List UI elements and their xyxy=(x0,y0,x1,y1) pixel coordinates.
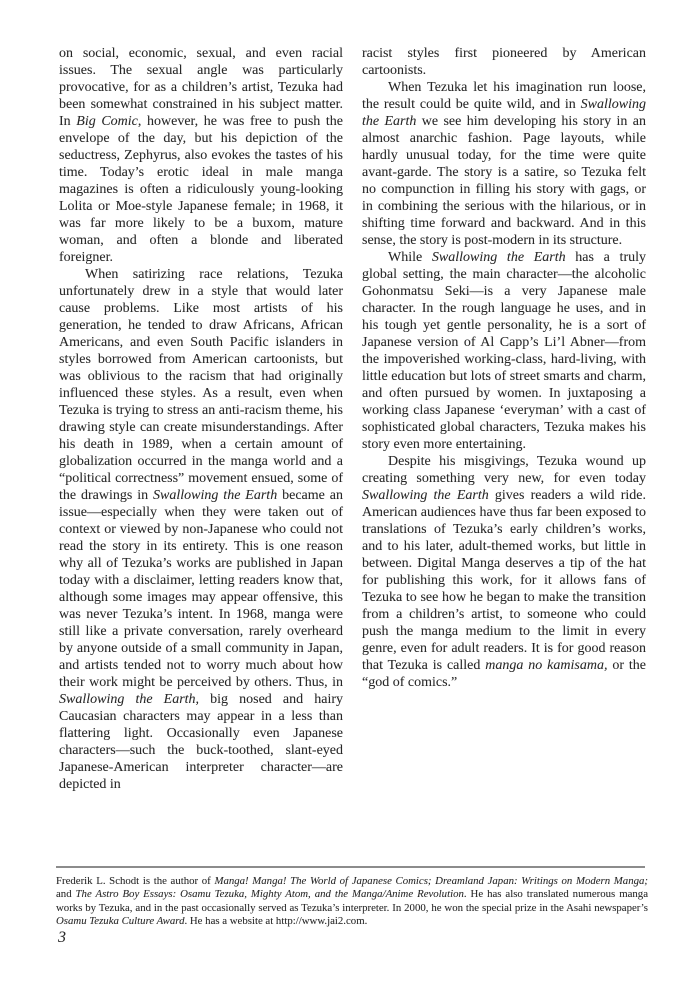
paragraph xyxy=(362,79,646,249)
text-column-right xyxy=(362,45,646,793)
text-run: Swallowing the Earth xyxy=(362,97,646,129)
text-run: racist styles first pioneered by American cartoonists. xyxy=(362,46,646,78)
text-run: The Astro Boy Essays: Osamu Tezuka, Mighty Atom, and the Manga/Anime Revolution xyxy=(75,888,464,901)
text-column-left xyxy=(59,45,343,793)
paragraph xyxy=(59,266,343,793)
page-number: 3 xyxy=(58,929,66,946)
text-run: Osamu Tezuka Culture Award xyxy=(56,915,185,928)
text-run: . He has a website at http://www.jai2.com. xyxy=(184,915,368,928)
paragraph xyxy=(362,45,646,79)
text-run: we see him developing his story in an almost anarchic fashion. Page layouts, while hardly unusual today, for the time were quite avant-garde. The story is a satire, so Tezuka felt no compunction in filling his story with gags, or in combining the serious with the hilarious, or in shifting time forward and backward. And in this sense, the story is post-modern in its structure. xyxy=(362,114,646,248)
paragraph xyxy=(362,249,646,453)
text-run: has a truly global setting, the main character—the alcoholic Gohonmatsu Seki—is a very Japanese male character. In the rough language he uses, and in his tough yet gentle personality, he is a sort of Japanese version of Al Capp’s Li’l Abner—from the impoverished working-class, hard-living, with little education but lots of street smarts and charm, and often pursued by women. In juxtaposing a working class Japanese ‘everyman’ with a cast of sophisticated global characters, Tezuka makes his story even more entertaining. xyxy=(362,250,646,452)
text-run: Big Comic xyxy=(76,114,138,129)
text-run: . He has also translated numerous manga works by Tezuka, and in the past occasionally served as Tezuka’s interpreter. In 2000, he won the special prize in the Asahi newspaper’s xyxy=(56,888,648,914)
text-run: Despite his misgivings, Tezuka wound up creating something very new, for even today xyxy=(362,454,646,486)
paragraph xyxy=(59,45,343,266)
paragraph xyxy=(362,453,646,691)
text-run: When satirizing race relations, Tezuka unfortunately drew in a style that would later cause problems. Like most artists of his generation, he tended to draw Africans, African Americans, and even South Pacific islanders in styles borrowed from American cartoonists, but was oblivious to the racism that had originally influenced these styles. As a result, even when Tezuka is trying to stress an anti-racism theme, his drawing style can create misunderstandings. After his death in 1989, when a certain amount of globalization occurred in the manga world and a “political correctness” movement ensued, some of the drawings in xyxy=(59,267,343,503)
text-run: gives readers a wild ride. American audiences have thus far been exposed to translations of Tezuka’s early children’s works, and to his later, adult-themed works, but little in between. Digital Manga deserves a tip of the hat for publishing this work, for it allows fans of Tezuka to see how he began to make the transition from a children’s artist, to someone who could push the manga medium to the limit in every genre, even for adult readers. It is for good reason that Tezuka is called xyxy=(362,488,646,673)
text-run: While xyxy=(388,250,432,265)
text-run: and xyxy=(56,888,76,901)
footnote xyxy=(56,875,648,929)
text-run: When Tezuka let his imagination run loose, the result could be quite wild, and in xyxy=(362,80,646,112)
text-run: , however, he was free to push the envelope of the day, but his depiction of the seductress, Zephyrus, also evokes the tastes of his time. Today’s erotic ideal in male manga magazines is often a ridiculously young-looking Lolita or Moe-style Japanese female; in 1968, it was far more likely to be a buxom, mature woman, and often a blonde and liberated foreigner. xyxy=(59,114,343,265)
text-run: Manga! Manga! The World of Japanese Comics; Dreamland Japan: Writings on Modern Manga; xyxy=(214,875,648,887)
text-run: became an issue—especially when they were taken out of context or viewed by non-Japanese who could not read the story in its entirety. This is one reason why all of Tezuka’s works are published in Japan today with a disclaimer, letting readers know that, although some images may appear offensive, this was never Tezuka’s intent. In 1968, manga were still like a private conversation, rarely overheard by anyone outside of a small community in Japan, and artists tended not to worry much about how their work might be perceived by others. Thus, in xyxy=(59,488,343,690)
footnote-divider xyxy=(56,866,645,868)
text-run: Swallowing the Earth xyxy=(431,250,566,265)
text-run: Swallowing the Earth xyxy=(153,488,278,503)
text-run: on social, economic, sexual, and even racial issues. The sexual angle was particularly provocative, for as a children’s artist, Tezuka had been somewhat constrained in his subject matter. In xyxy=(59,46,343,129)
text-run: big nosed and hairy Caucasian characters may appear in a less than flattering light. Occasionally even Japanese characters—such the buck-toothed, slant-eyed Japanese-American interpreter character—are depicted in xyxy=(59,692,343,792)
article-body xyxy=(59,45,646,793)
text-run: Swallowing the Earth xyxy=(362,488,489,503)
text-run: Swallowing the Earth, xyxy=(59,692,200,707)
text-run: or the “god of comics.” xyxy=(362,658,646,690)
text-run: manga no kamisama, xyxy=(485,658,608,673)
paragraph xyxy=(56,875,648,929)
text-run: Frederik L. Schodt is the author of xyxy=(56,875,215,887)
